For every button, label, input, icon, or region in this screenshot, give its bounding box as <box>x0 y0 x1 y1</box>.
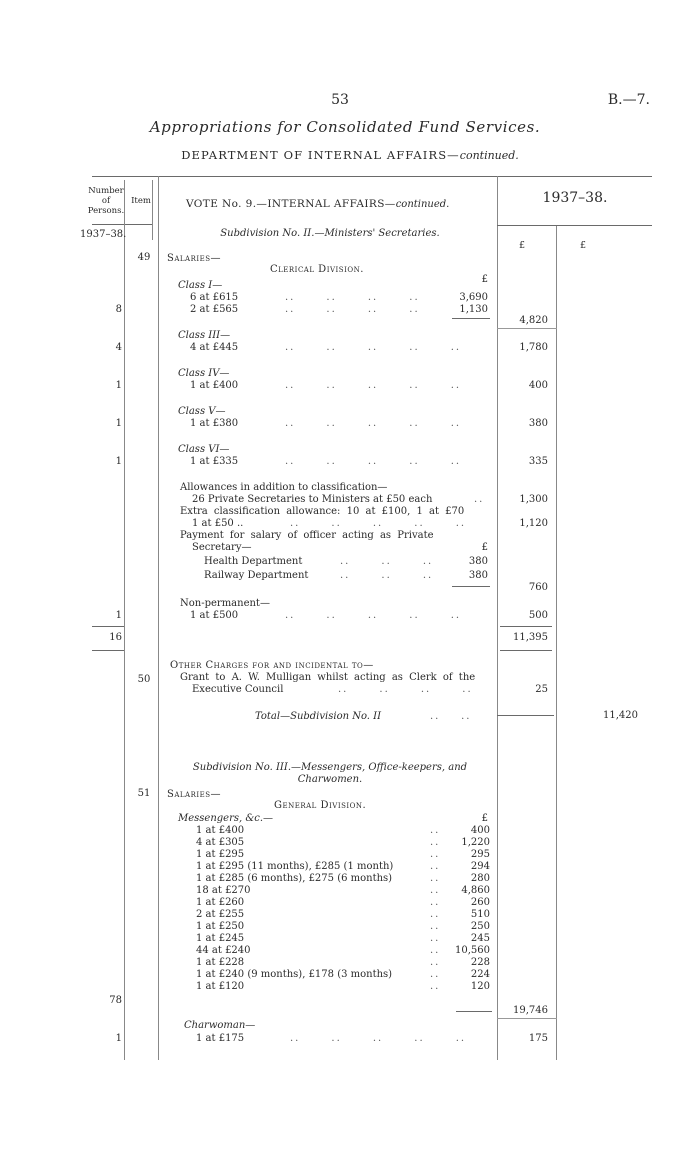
subdivision-iii-title: Subdivision No. III.—Messengers, Office-keepers, and <box>192 762 468 773</box>
item-number: 49 <box>137 252 151 263</box>
rate-line: 2 at £255 <box>196 909 245 920</box>
dot-leaders: .. .. .. .. .. <box>285 380 462 391</box>
dot-leaders: .. <box>430 921 441 932</box>
col-divider-item <box>152 180 153 240</box>
class-total: 4,820 <box>519 315 548 326</box>
other-charges-heading: Other Charges for and incidental to— <box>170 660 374 671</box>
persons-year: 1937–38. <box>80 229 127 240</box>
subdivision-ii-title: Subdivision No. II.—Ministers' Secretaries. <box>220 228 440 239</box>
salaries-heading: Salaries— <box>167 789 222 800</box>
rate-line: 1 at £500 <box>190 610 239 621</box>
persons-header <box>86 186 126 216</box>
row-rule <box>497 328 557 329</box>
rate-line: 2 at £565 <box>190 304 239 315</box>
class-total: 400 <box>528 380 548 391</box>
dot-leaders: .. <box>430 897 441 908</box>
dot-leaders: .. <box>430 981 441 992</box>
persons-total: 16 <box>109 632 122 643</box>
pound-header-1: £ <box>519 240 526 251</box>
dot-leaders: .. <box>430 957 441 968</box>
pound-sign: £ <box>481 274 488 285</box>
persons-count: 4 <box>115 342 122 353</box>
subtotal-rule <box>456 1011 492 1012</box>
allowances-heading: Allowances in addition to classification— <box>180 482 388 493</box>
persons-header-line: of <box>101 196 111 206</box>
class-total: 380 <box>528 418 548 429</box>
salaries-total-rule <box>500 650 552 651</box>
rate-line: 1 at £400 <box>190 380 239 391</box>
rate-line: 1 at £260 <box>196 897 245 908</box>
rate-value: 1,220 <box>461 837 490 848</box>
vote-title <box>186 198 449 210</box>
row-rule <box>497 1018 557 1019</box>
pound-sign: £ <box>481 813 488 824</box>
rate-line: 18 at £270 <box>196 885 251 896</box>
item-header: Item <box>131 196 151 206</box>
dot-leaders: .. .. .. .. .. <box>290 518 467 529</box>
page-title: Appropriations for Consolidated Fund Services. <box>149 118 541 136</box>
department-value: 380 <box>468 556 488 567</box>
rate-value: 224 <box>470 969 490 980</box>
page-number: 53 <box>331 92 349 108</box>
dot-leaders: .. .. .. .. .. <box>285 456 462 467</box>
dot-leaders: .. .. .. .. <box>285 292 420 303</box>
rate-value: 4,860 <box>461 885 490 896</box>
payment-line: Payment for salary of officer acting as Private <box>180 530 434 541</box>
dot-leaders: .. <box>430 825 441 836</box>
subtotal-rule <box>452 586 490 587</box>
extra-allowance-line: 1 at £50 .. <box>192 518 244 529</box>
rate-value: 400 <box>470 825 490 836</box>
salaries-heading: Salaries— <box>167 253 222 264</box>
dot-leaders: .. .. .. .. .. <box>290 1033 467 1044</box>
non-permanent-heading: Non-permanent— <box>180 598 270 609</box>
dot-leaders: .. <box>430 933 441 944</box>
rate-value: 260 <box>470 897 490 908</box>
subdivision-iii-title: Charwomen. <box>297 774 363 785</box>
persons-count: 1 <box>115 610 122 621</box>
dot-leaders: .. .. .. <box>340 556 434 567</box>
rate-value: 510 <box>470 909 490 920</box>
allowance-line: 26 Private Secretaries to Ministers at £50 each <box>192 494 433 505</box>
rate-line: 4 at £445 <box>190 342 239 353</box>
item-number: 51 <box>137 788 151 799</box>
department-line: Railway Department <box>204 570 309 581</box>
class-label: Class I— <box>178 280 223 291</box>
subdivision-total-rule <box>497 715 554 716</box>
dot-leaders: .. <box>430 969 441 980</box>
general-division-heading: General Division. <box>274 800 367 811</box>
col-divider-persons <box>124 180 125 1060</box>
year-underline <box>497 225 652 226</box>
item-number: 50 <box>137 674 151 685</box>
persons-count: 1 <box>115 1033 122 1044</box>
dot-leaders: .. <box>430 861 441 872</box>
subtotal-rule <box>452 318 490 319</box>
messengers-heading: Messengers, &c.— <box>178 813 274 824</box>
pound-header-2: £ <box>580 240 587 251</box>
class-label: Class VI— <box>178 444 230 455</box>
col-divider-desc-right <box>497 176 498 1060</box>
persons-header-line: Number <box>88 186 124 196</box>
rate-line: 1 at £228 <box>196 957 245 968</box>
dot-leaders: .. .. .. <box>340 570 434 581</box>
rate-line: 44 at £240 <box>196 945 251 956</box>
department-name: DEPARTMENT OF INTERNAL AFFAIRS— <box>181 148 460 162</box>
dot-leaders: .. .. .. .. .. <box>285 418 462 429</box>
class-label: Class III— <box>178 330 231 341</box>
subdivision-total-label: Total—Subdivision No. II <box>255 711 382 722</box>
dot-leaders: .. .. .. .. <box>338 684 473 695</box>
vote-title-continued: continued. <box>395 199 450 210</box>
rate-value: 120 <box>470 981 490 992</box>
grant-total: 25 <box>535 684 548 695</box>
grant-line: Grant to A. W. Mulligan whilst acting as Clerk of the <box>180 672 476 683</box>
class-label: Class V— <box>178 406 226 417</box>
rate-line: 1 at £175 <box>196 1033 245 1044</box>
rate-value: 280 <box>470 873 490 884</box>
rate-line: 4 at £305 <box>196 837 245 848</box>
salaries-total-rule <box>500 626 552 627</box>
rate-value: 1,130 <box>459 304 488 315</box>
messengers-total: 19,746 <box>513 1005 548 1016</box>
rate-line: 1 at £250 <box>196 921 245 932</box>
department-line: Health Department <box>204 556 303 567</box>
dot-leaders: .. .. .. .. <box>285 304 420 315</box>
rate-value: 295 <box>470 849 490 860</box>
grant-line: Executive Council <box>192 684 284 695</box>
rate-line: 1 at £285 (6 months), £275 (6 months) <box>196 873 393 884</box>
persons-header-line: Persons. <box>87 206 125 216</box>
department-continued: continued. <box>459 149 519 162</box>
dot-leaders: .. <box>430 945 441 956</box>
subdivision-total-value: 11,420 <box>603 710 638 721</box>
class-total: 335 <box>528 456 548 467</box>
persons-count: 78 <box>109 995 122 1006</box>
rate-line: 1 at £335 <box>190 456 239 467</box>
payment-total: 760 <box>528 582 548 593</box>
rate-value: 10,560 <box>455 945 490 956</box>
dot-leaders: .. .. .. .. .. <box>285 342 462 353</box>
rate-value: 294 <box>470 861 490 872</box>
page-reference: B.—7. <box>607 92 650 108</box>
dot-leaders: .. .. <box>430 711 472 722</box>
class-total: 1,780 <box>519 342 548 353</box>
dot-leaders: .. <box>430 873 441 884</box>
rate-value: 228 <box>470 957 490 968</box>
rate-line: 6 at £615 <box>190 292 239 303</box>
col-divider-desc-left <box>158 176 159 1060</box>
rate-value: 3,690 <box>459 292 488 303</box>
rate-line: 1 at £380 <box>190 418 239 429</box>
salaries-total: 11,395 <box>513 632 548 643</box>
persons-total-rule <box>92 650 124 651</box>
charwoman-heading: Charwoman— <box>184 1020 256 1031</box>
persons-count: 1 <box>115 380 122 391</box>
extra-allowance-line: Extra classification allowance: 10 at £100, 1 at £70 <box>180 506 465 517</box>
class-total: 500 <box>528 610 548 621</box>
dot-leaders: .. <box>430 849 441 860</box>
department-value: 380 <box>468 570 488 581</box>
rate-line: 1 at £245 <box>196 933 245 944</box>
dot-leaders: .. <box>474 494 485 505</box>
allowance-total: 1,300 <box>519 494 548 505</box>
rate-line: 1 at £295 (11 months), £285 (1 month) <box>196 861 394 872</box>
extra-allowance-total: 1,120 <box>519 518 548 529</box>
rate-value: 250 <box>470 921 490 932</box>
dot-leaders: .. .. .. .. .. <box>285 610 462 621</box>
charwoman-total: 175 <box>528 1033 548 1044</box>
persons-total-rule <box>92 626 124 627</box>
table-top-rule <box>92 176 652 177</box>
pound-sign: £ <box>481 542 488 553</box>
rate-value: 245 <box>470 933 490 944</box>
year-header: 1937–38. <box>542 190 608 206</box>
rate-line: 1 at £295 <box>196 849 245 860</box>
dot-leaders: .. <box>430 837 441 848</box>
rate-line: 1 at £240 (9 months), £178 (3 months) <box>196 969 393 980</box>
vote-title-text: VOTE No. 9.—INTERNAL AFFAIRS— <box>186 198 396 210</box>
rate-line: 1 at £400 <box>196 825 245 836</box>
persons-count: 1 <box>115 418 122 429</box>
header-bottom-rule <box>92 224 152 225</box>
rate-line: 1 at £120 <box>196 981 245 992</box>
persons-count: 8 <box>115 304 122 315</box>
class-label: Class IV— <box>178 368 230 379</box>
col-divider-amounts <box>556 225 557 1060</box>
persons-count: 1 <box>115 456 122 467</box>
dot-leaders: .. <box>430 909 441 920</box>
clerical-division-heading: Clerical Division. <box>270 264 364 275</box>
payment-line: Secretary— <box>192 542 252 553</box>
department-title <box>100 148 600 162</box>
dot-leaders: .. <box>430 885 441 896</box>
